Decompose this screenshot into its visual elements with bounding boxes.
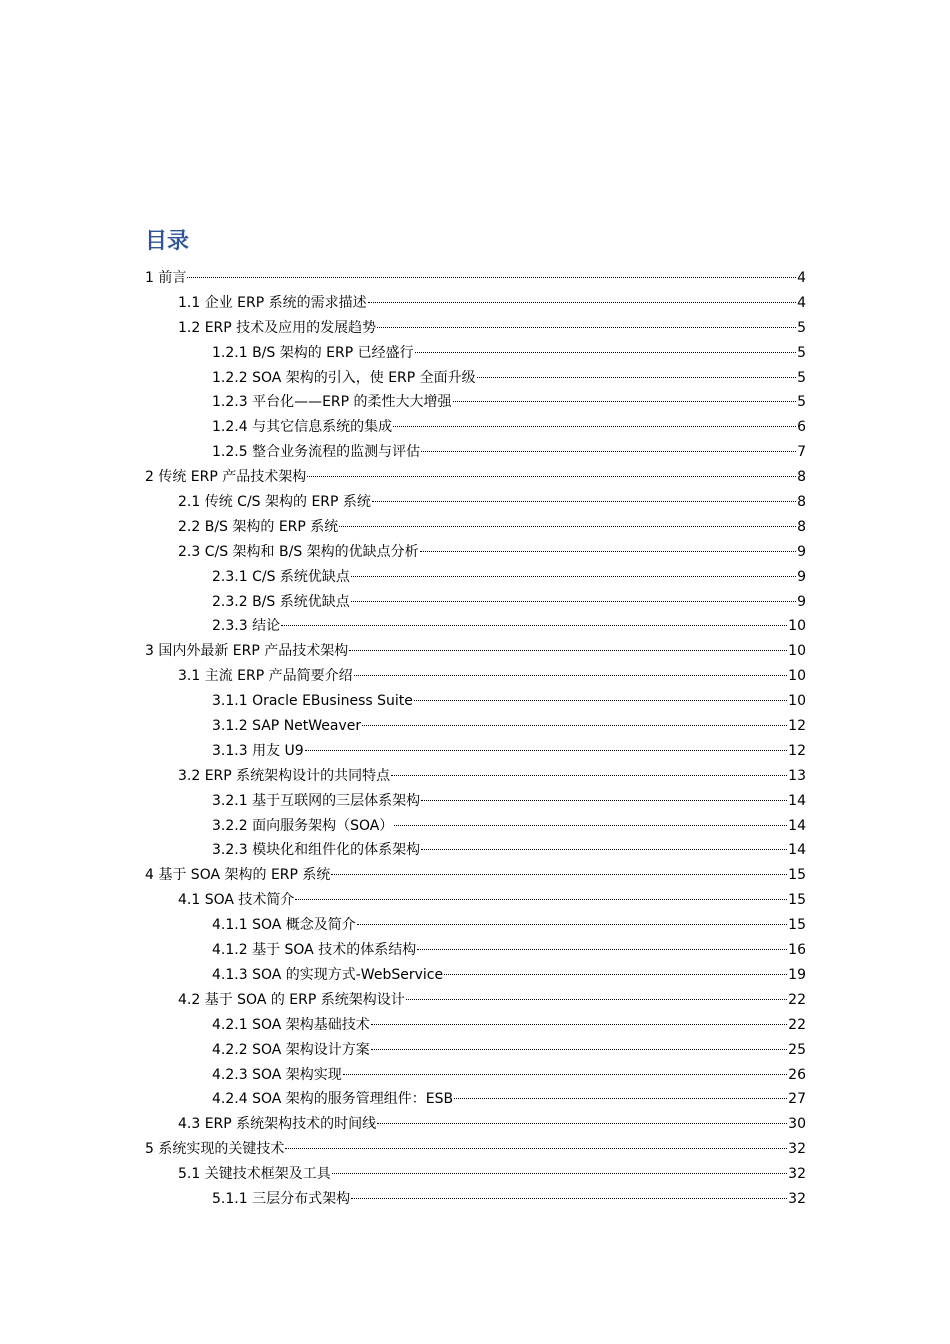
toc-entry-title: 2 传统 ERP 产品技术架构 bbox=[145, 469, 307, 486]
toc-dot-leader bbox=[421, 800, 787, 801]
toc-entry[interactable] bbox=[145, 639, 806, 664]
toc-dot-leader bbox=[371, 1049, 787, 1050]
toc-entry[interactable] bbox=[145, 739, 806, 764]
toc-entry-page-number: 10 bbox=[788, 668, 806, 685]
toc-entry-title: 3.1.2 SAP NetWeaver bbox=[212, 718, 362, 735]
toc-entry[interactable] bbox=[145, 1162, 806, 1187]
toc-entry[interactable] bbox=[145, 291, 806, 316]
toc-entry-title: 1.2 ERP 技术及应用的发展趋势 bbox=[178, 319, 377, 336]
toc-dot-leader bbox=[421, 849, 787, 850]
toc-dot-leader bbox=[477, 377, 796, 378]
toc-entry-title: 4.2.3 SOA 架构实现 bbox=[212, 1066, 342, 1083]
toc-entry-title: 3.2.3 模块化和组件化的体系架构 bbox=[212, 842, 421, 859]
toc-heading: 目录 bbox=[145, 229, 190, 254]
toc-entry-page-number: 32 bbox=[788, 1141, 806, 1158]
toc-entry[interactable] bbox=[145, 764, 806, 789]
toc-dot-leader bbox=[368, 302, 796, 303]
toc-entry[interactable] bbox=[145, 789, 806, 814]
toc-dot-leader bbox=[331, 874, 787, 875]
toc-entry[interactable] bbox=[145, 440, 806, 465]
toc-entry[interactable] bbox=[145, 1063, 806, 1088]
toc-entry-page-number: 22 bbox=[788, 991, 806, 1008]
toc-entry-title: 2.3 C/S 架构和 B/S 架构的优缺点分析 bbox=[178, 543, 419, 560]
toc-entry-title: 4.3 ERP 系统架构技术的时间线 bbox=[178, 1116, 377, 1133]
toc-dot-leader bbox=[417, 949, 787, 950]
toc-entry-page-number: 9 bbox=[797, 568, 806, 585]
toc-dot-leader bbox=[372, 501, 796, 502]
toc-entry-page-number: 15 bbox=[788, 892, 806, 909]
toc-entry-title: 2.1 传统 C/S 架构的 ERP 系统 bbox=[178, 494, 371, 511]
toc-entry[interactable] bbox=[145, 614, 806, 639]
toc-entry[interactable] bbox=[145, 863, 806, 888]
toc-entry-title: 1.2.5 整合业务流程的监测与评估 bbox=[212, 444, 421, 461]
toc-entry-title: 3.2.2 面向服务架构（SOA） bbox=[212, 817, 394, 834]
toc-dot-leader bbox=[414, 700, 787, 701]
toc-entry-title: 3.1.3 用友 U9 bbox=[212, 742, 304, 759]
toc-entry-page-number: 7 bbox=[797, 444, 806, 461]
toc-entry-page-number: 16 bbox=[788, 942, 806, 959]
toc-entry-page-number: 25 bbox=[788, 1041, 806, 1058]
toc-entry[interactable] bbox=[145, 316, 806, 341]
toc-entry-title: 3.1 主流 ERP 产品简要介绍 bbox=[178, 668, 353, 685]
toc-entry[interactable] bbox=[145, 1013, 806, 1038]
toc-entry-title: 3.2 ERP 系统架构设计的共同特点 bbox=[178, 767, 391, 784]
toc-dot-leader bbox=[351, 601, 796, 602]
toc-entry-page-number: 32 bbox=[788, 1166, 806, 1183]
toc-entry-page-number: 6 bbox=[797, 419, 806, 436]
toc-entry[interactable] bbox=[145, 689, 806, 714]
toc-entry[interactable] bbox=[145, 1187, 806, 1212]
toc-entry-page-number: 14 bbox=[788, 842, 806, 859]
toc-entry-title: 2.3.1 C/S 系统优缺点 bbox=[212, 568, 350, 585]
toc-dot-leader bbox=[351, 1198, 787, 1199]
toc-entry-page-number: 9 bbox=[797, 543, 806, 560]
toc-entry[interactable] bbox=[145, 1087, 806, 1112]
toc-entry-page-number: 10 bbox=[788, 618, 806, 635]
toc-entry-title: 1.2.3 平台化——ERP 的柔性大大增强 bbox=[212, 394, 452, 411]
toc-dot-leader bbox=[453, 401, 797, 402]
toc-entry-title: 4.1.2 基于 SOA 技术的体系结构 bbox=[212, 942, 417, 959]
table-of-contents bbox=[145, 266, 806, 1212]
toc-entry-title: 4.2.4 SOA 架构的服务管理组件：ESB bbox=[212, 1091, 454, 1108]
toc-entry-page-number: 8 bbox=[797, 469, 806, 486]
toc-entry-page-number: 14 bbox=[788, 792, 806, 809]
toc-entry-title: 2.3.3 结论 bbox=[212, 618, 281, 635]
toc-entry-title: 2.3.2 B/S 系统优缺点 bbox=[212, 593, 350, 610]
toc-entry[interactable] bbox=[145, 565, 806, 590]
toc-entry-title: 4.2.2 SOA 架构设计方案 bbox=[212, 1041, 370, 1058]
toc-entry-title: 3.1.1 Oracle EBusiness Suite bbox=[212, 693, 413, 710]
toc-dot-leader bbox=[332, 1173, 787, 1174]
toc-dot-leader bbox=[357, 924, 787, 925]
toc-entry-title: 1.2.4 与其它信息系统的集成 bbox=[212, 419, 393, 436]
toc-entry[interactable] bbox=[145, 540, 806, 565]
toc-dot-leader bbox=[285, 1148, 787, 1149]
toc-entry-page-number: 8 bbox=[797, 494, 806, 511]
toc-entry[interactable] bbox=[145, 814, 806, 839]
toc-entry[interactable] bbox=[145, 938, 806, 963]
toc-entry[interactable] bbox=[145, 1112, 806, 1137]
toc-entry-title: 1 前言 bbox=[145, 270, 187, 286]
toc-entry[interactable] bbox=[145, 1038, 806, 1063]
toc-entry-page-number: 5 bbox=[797, 394, 806, 411]
toc-entry-page-number: 15 bbox=[788, 867, 806, 884]
toc-entry[interactable] bbox=[145, 515, 806, 540]
toc-dot-leader bbox=[420, 551, 796, 552]
toc-dot-leader bbox=[281, 625, 787, 626]
toc-entry-title: 5 系统实现的关键技术 bbox=[145, 1141, 285, 1158]
toc-entry-title: 5.1 关键技术框架及工具 bbox=[178, 1166, 331, 1183]
toc-dot-leader bbox=[305, 750, 787, 751]
toc-dot-leader bbox=[454, 1098, 787, 1099]
toc-entry[interactable] bbox=[145, 714, 806, 739]
toc-dot-leader bbox=[421, 451, 796, 452]
toc-dot-leader bbox=[354, 675, 788, 676]
toc-entry-page-number: 15 bbox=[788, 917, 806, 934]
toc-entry[interactable] bbox=[145, 415, 806, 440]
toc-dot-leader bbox=[339, 526, 796, 527]
toc-entry[interactable] bbox=[145, 1137, 806, 1162]
toc-entry-title: 4.1.1 SOA 概念及简介 bbox=[212, 917, 356, 934]
toc-entry-title: 4.1.3 SOA 的实现方式-WebService bbox=[212, 966, 444, 983]
toc-entry-page-number: 12 bbox=[788, 742, 806, 759]
toc-entry[interactable] bbox=[145, 341, 806, 366]
toc-entry-page-number: 8 bbox=[797, 518, 806, 535]
toc-entry-page-number: 19 bbox=[788, 966, 806, 983]
toc-entry-title: 5.1.1 三层分布式架构 bbox=[212, 1190, 351, 1207]
toc-dot-leader bbox=[362, 725, 787, 726]
toc-entry-page-number: 14 bbox=[788, 817, 806, 834]
toc-entry[interactable] bbox=[145, 490, 806, 515]
toc-dot-leader bbox=[377, 327, 796, 328]
toc-entry-title: 1.2.2 SOA 架构的引入，使 ERP 全面升级 bbox=[212, 369, 476, 386]
toc-entry[interactable] bbox=[145, 888, 806, 913]
toc-entry[interactable] bbox=[145, 465, 806, 490]
toc-dot-leader bbox=[307, 476, 796, 477]
toc-dot-leader bbox=[444, 974, 787, 975]
toc-entry-page-number: 22 bbox=[788, 1016, 806, 1033]
toc-entry-page-number: 5 bbox=[797, 344, 806, 361]
toc-entry-page-number: 32 bbox=[788, 1190, 806, 1207]
toc-entry-page-number: 4 bbox=[797, 294, 806, 311]
toc-entry[interactable] bbox=[145, 366, 806, 391]
toc-entry[interactable] bbox=[145, 266, 806, 291]
toc-dot-leader bbox=[187, 277, 796, 278]
toc-dot-leader bbox=[343, 1074, 787, 1075]
toc-entry-page-number: 12 bbox=[788, 718, 806, 735]
toc-entry-title: 4.1 SOA 技术简介 bbox=[178, 892, 295, 909]
toc-entry[interactable] bbox=[145, 838, 806, 863]
toc-entry-title: 4 基于 SOA 架构的 ERP 系统 bbox=[145, 867, 331, 884]
toc-entry[interactable] bbox=[145, 590, 806, 615]
toc-entry-title: 3 国内外最新 ERP 产品技术架构 bbox=[145, 643, 349, 660]
toc-entry-page-number: 30 bbox=[788, 1116, 806, 1133]
toc-entry-page-number: 5 bbox=[797, 319, 806, 336]
toc-entry[interactable] bbox=[145, 988, 806, 1013]
toc-entry[interactable] bbox=[145, 664, 806, 689]
toc-entry[interactable] bbox=[145, 913, 806, 938]
toc-entry-page-number: 26 bbox=[788, 1066, 806, 1083]
toc-entry-title: 3.2.1 基于互联网的三层体系架构 bbox=[212, 792, 421, 809]
toc-dot-leader bbox=[393, 426, 796, 427]
toc-entry-title: 1.1 企业 ERP 系统的需求描述 bbox=[178, 294, 367, 311]
toc-entry-page-number: 13 bbox=[788, 767, 806, 784]
toc-entry-page-number: 10 bbox=[788, 693, 806, 710]
toc-entry-title: 4.2.1 SOA 架构基础技术 bbox=[212, 1016, 370, 1033]
toc-entry-page-number: 9 bbox=[797, 593, 806, 610]
toc-entry-page-number: 27 bbox=[788, 1091, 806, 1108]
toc-entry-title: 4.2 基于 SOA 的 ERP 系统架构设计 bbox=[178, 991, 405, 1008]
toc-dot-leader bbox=[391, 775, 787, 776]
toc-entry-page-number: 4 bbox=[797, 270, 806, 286]
toc-dot-leader bbox=[394, 825, 787, 826]
toc-entry-title: 2.2 B/S 架构的 ERP 系统 bbox=[178, 518, 339, 535]
toc-dot-leader bbox=[351, 576, 796, 577]
toc-dot-leader bbox=[377, 1123, 787, 1124]
toc-dot-leader bbox=[295, 899, 787, 900]
toc-dot-leader bbox=[349, 650, 787, 651]
toc-entry[interactable] bbox=[145, 963, 806, 988]
toc-dot-leader bbox=[406, 999, 787, 1000]
toc-entry-title: 1.2.1 B/S 架构的 ERP 已经盛行 bbox=[212, 344, 414, 361]
toc-dot-leader bbox=[371, 1024, 787, 1025]
toc-entry[interactable] bbox=[145, 390, 806, 415]
toc-dot-leader bbox=[415, 352, 796, 353]
toc-entry-page-number: 10 bbox=[788, 643, 806, 660]
toc-entry-page-number: 5 bbox=[797, 369, 806, 386]
